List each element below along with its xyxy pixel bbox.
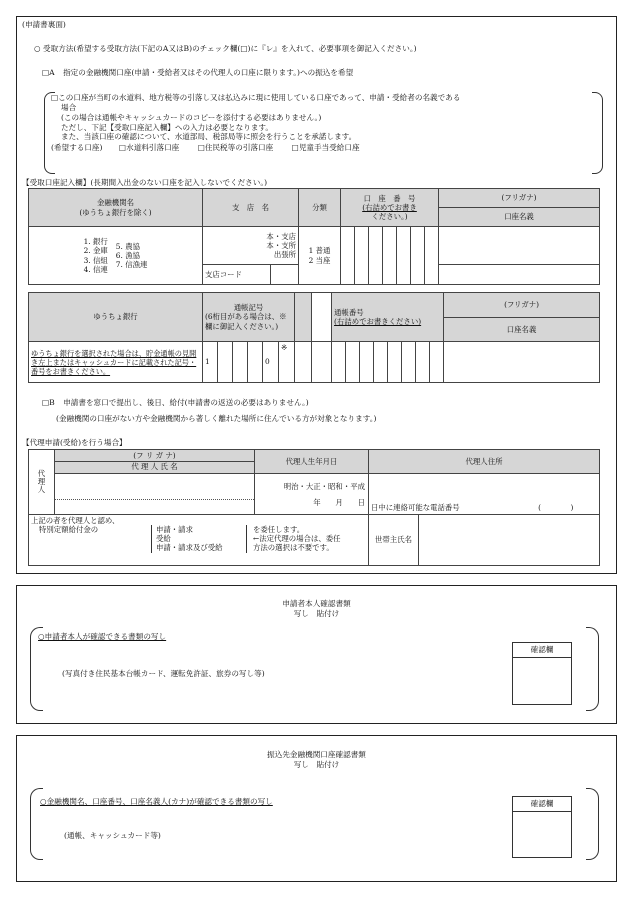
option-b-row [42, 398, 309, 408]
account-holder-cell[interactable] [439, 265, 600, 285]
passbook-digit-cell[interactable] [388, 342, 402, 383]
passbook-digit-cell[interactable] [360, 342, 374, 383]
householder-label: 世帯主氏名 [369, 514, 419, 565]
option-b-note: (金融機関の口座がない方や金融機関から著しく離れた場所に住んでいる方が対象となります。) [56, 414, 377, 423]
symbol-digit-cell[interactable] [233, 342, 248, 383]
branch-code-label: 支店コード [203, 265, 271, 285]
passbook-digit-cell[interactable] [416, 342, 430, 383]
account-type-cell[interactable]: 1 普通 2 当座 [299, 227, 341, 285]
symbol-digit-cell[interactable]: 0 [263, 342, 279, 383]
yucho-holder-cell[interactable] [444, 342, 600, 383]
child-allowance-checkbox[interactable]: □児童手当受給口座 [291, 143, 360, 153]
proxy-birthdate-cell[interactable]: 明治・大正・昭和・平成 年 月 日 [255, 473, 369, 514]
bank-type-cell[interactable]: 1. 銀行 2. 金庫 3. 信組 4. 信連 5. 農協 6. 漁協 7. 信漁連 [29, 227, 203, 285]
yucho-table [28, 292, 600, 383]
proxy-table [28, 449, 600, 566]
bank-doc-title: 振込先金融機関口座確認書類 写し 貼付け [267, 750, 366, 769]
passbook-digit-cell[interactable] [374, 342, 388, 383]
option-a-text: 指定の金融機関口座(申請・受給者又はその代理人の口座に限ります。)への振込を希望 [63, 68, 354, 77]
proxy-birthdate-header: 代理人生年月日 [255, 450, 369, 474]
householder-cell[interactable] [419, 514, 600, 565]
note-line: ただし、下記【受取口座記入欄】への入力は必要となります。 [61, 122, 274, 132]
note-line: 場合 [61, 102, 77, 112]
proxy-phone-label: 日中に連絡可能な電話番号 [371, 503, 460, 513]
id-doc-bracket-right [586, 627, 599, 711]
symbol-sixth-digit-cell[interactable]: ※ [279, 342, 295, 383]
delegation-option[interactable]: 申請・請求及び受給 [156, 543, 223, 553]
id-doc-check-label: 確認欄 [513, 643, 571, 658]
proxy-name-header: 代 理 人 氏 名 [55, 462, 255, 473]
option-b-checkbox[interactable]: □B [42, 398, 55, 407]
yucho-blank-header [295, 293, 312, 342]
passbook-symbol-header: 通帳記号 (6桁目がある場合は、※欄に御記入ください。) [203, 293, 295, 342]
account-digit-cell[interactable] [425, 227, 439, 285]
account-digit-cell[interactable] [341, 227, 355, 285]
option-b-text: 申請書を窓口で提出し、後日、給付(申請書の返送の必要はありません。) [63, 398, 309, 407]
bank-name-header: 金融機関名 (ゆうちょ銀行を除く) [29, 189, 203, 227]
proxy-section-title: 【代理申請(受給)を行う場合】 [22, 438, 127, 447]
bank-doc-check-box[interactable] [512, 796, 572, 858]
proxy-address-cell[interactable] [369, 473, 600, 514]
delegation-options[interactable] [151, 525, 247, 553]
yucho-kana-header: (フリガナ) [444, 293, 600, 318]
passbook-number-header: 通帳番号 (右詰めでお書きください) [332, 293, 444, 342]
proxy-address-header: 代理人住所 [369, 450, 600, 474]
proxy-name-cell[interactable] [55, 473, 255, 514]
proxy-side-label: 代理人 [29, 450, 55, 515]
delegation-option[interactable]: 申請・請求 [156, 524, 193, 534]
yucho-blank-cell [312, 342, 332, 383]
page-label: (申請書裏面) [22, 20, 66, 29]
account-digit-cell[interactable] [369, 227, 383, 285]
id-doc-check-box[interactable] [512, 642, 572, 705]
account-type-header: 分類 [299, 189, 341, 227]
id-doc-item: ○申請者本人が確認できる書類の写し [38, 632, 167, 641]
bank-account-table [28, 188, 600, 285]
symbol-digit-cell[interactable] [218, 342, 233, 383]
yucho-blank-header [312, 293, 332, 342]
proxy-kana-header: (フ リ ガ ナ) [55, 450, 255, 462]
symbol-digit-cell[interactable] [248, 342, 263, 383]
yucho-holder-header: 口座名義 [444, 318, 600, 342]
note-line: (この場合は通帳やキャッシュカードのコピーを添付する必要はありません。) [61, 112, 322, 122]
proxy-phone-field[interactable]: ( ) [538, 503, 574, 513]
account-kana-header: (フリガナ) [439, 189, 600, 208]
yucho-header: ゆうちょ銀行 [29, 293, 203, 342]
branch-name-header: 支 店 名 [203, 189, 299, 227]
passbook-digit-cell[interactable] [332, 342, 346, 383]
note-line: また、当該口座の確認について、水道部局、税部局等に照会を行うことを承諾します。 [61, 132, 357, 142]
bank-doc-bracket-right [586, 788, 599, 860]
existing-account-note [51, 93, 596, 153]
account-kana-cell[interactable] [439, 227, 600, 265]
proxy-kana-field[interactable] [55, 487, 254, 500]
bank-doc-check-label: 確認欄 [513, 797, 571, 812]
account-number-header: 口 座 番 号 (右詰めでお書き ください。) [341, 189, 439, 227]
id-doc-title: 申請者本人確認書類 写し 貼付け [282, 599, 351, 618]
branch-name-cell[interactable]: 本・支店 本・支所 出張所 [203, 227, 299, 265]
option-a-row [42, 68, 353, 78]
tax-account-checkbox[interactable]: □住民税等の引落口座 [197, 143, 274, 153]
account-digit-cell[interactable] [411, 227, 425, 285]
account-holder-header: 口座名義 [439, 208, 600, 227]
passbook-digit-cell[interactable] [402, 342, 416, 383]
passbook-digit-cell[interactable] [430, 342, 444, 383]
preferred-account-label: (希望する口座) [51, 143, 103, 153]
note-existing-account-checkbox[interactable]: □この口座が当町の水道料、地方税等の引落し又は払込みに現に使用している口座であって、申請・受給者の名義である [51, 93, 461, 102]
symbol-digit-cell[interactable]: 1 [203, 342, 218, 383]
account-section-title: 【受取口座記入欄】(長期間入出金のない口座を記入しないでください。) [22, 178, 268, 187]
account-digit-cell[interactable] [383, 227, 397, 285]
delegation-option[interactable]: 受給 [156, 534, 171, 544]
water-account-checkbox[interactable]: □水道料引落口座 [118, 143, 180, 153]
receipt-method-intro: ○ 受取方法(希望する受取方法(下記のA又はB)のチェック欄(□)に『レ』を入れて、必要事項を御記入ください。) [34, 44, 417, 53]
id-doc-examples: (写真付き住民基本台帳カード、運転免許証、旅券の写し等) [62, 669, 265, 678]
branch-code-cell[interactable] [271, 265, 299, 285]
bank-doc-examples: (通帳、キャッシュカード等) [64, 831, 161, 840]
yucho-blank-cell [295, 342, 312, 383]
account-digit-cell[interactable] [397, 227, 411, 285]
yucho-instruction: ゆうちょ銀行を選択された場合は、貯金通帳の見開き左上またはキャッシュカードに記載された記号・番号をお書きください。 [29, 342, 203, 383]
bank-doc-item: ○金融機関名、口座番号、口座名義人(カナ)が確認できる書類の写し [40, 797, 273, 806]
option-a-checkbox[interactable]: □A [42, 68, 55, 77]
delegation-cell: 上記の者を代理人と認め、 特別定額給付金の 申請・請求 受給 申請・請求及び受給 を委任します。 ←法定代理の場合は、委任 方法の選択は不要です。 [29, 514, 369, 565]
passbook-digit-cell[interactable] [346, 342, 360, 383]
account-digit-cell[interactable] [355, 227, 369, 285]
